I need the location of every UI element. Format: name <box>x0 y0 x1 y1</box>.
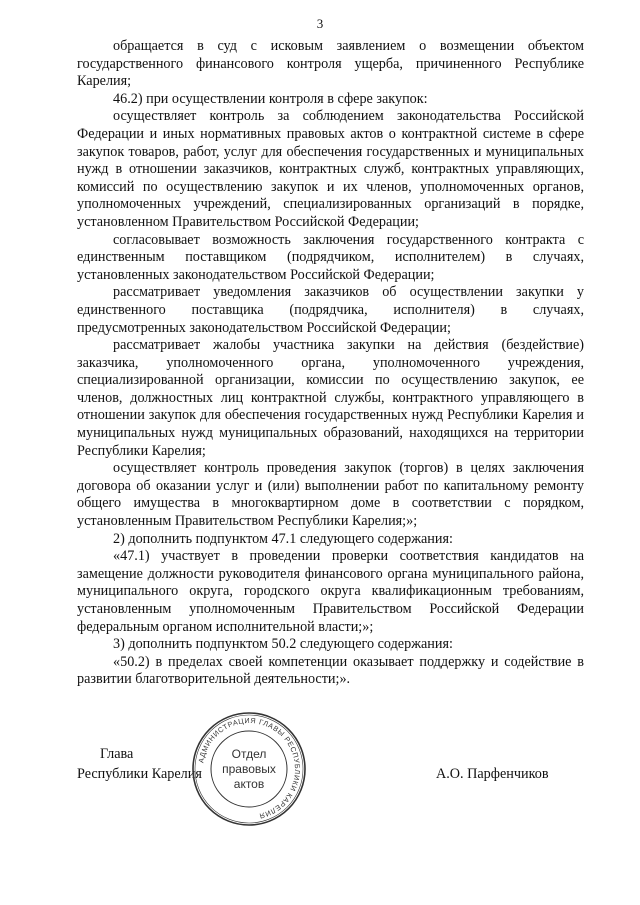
paragraph: согласовывает возможность заключения государственного контракта с единственным поставщиком (подрядчиком, исполнителем) в случаях, установленных законодательством Российской Федерации; <box>77 231 584 283</box>
paragraph: «47.1) участвует в проведении проверки соответствия кандидатов на замещение должности руководителя финансового органа муниципального района, муниципального округа, городского округа квалификационным требованиям, установленным уполномоченным Правительством Российской Федерации федеральным органом исполнительной власти;»; <box>77 548 584 635</box>
page-number: 3 <box>316 16 324 31</box>
signatory-name: А.О. Парфенчиков <box>436 766 549 782</box>
document-body <box>77 38 584 689</box>
seal-stamp <box>190 710 308 828</box>
signatory-title: Глава <box>100 746 134 762</box>
seal-center-line2: правовых <box>222 762 276 776</box>
paragraph: рассматривает жалобы участника закупки на действия (бездействие) заказчика, уполномоченного органа, уполномоченного учреждения, специализированной организации, комиссии по осуществлению закупок, ее членов, должностных лиц контрактной службы, контрактного управляющего в отношении закупок для обеспечения государственных нужд Республики Карелия и муниципальных нужд муниципальных образований, находящихся на территории Республики Карелия; <box>77 337 584 459</box>
seal-ring-text: АДМИНИСТРАЦИЯ ГЛАВЫ РЕСПУБЛИКИ КАРЕЛИЯ <box>196 715 303 821</box>
signatory-title-republic: Республики Карелия <box>77 766 202 782</box>
signature-block <box>0 740 640 860</box>
seal-center-line3: актов <box>233 777 265 791</box>
paragraph: рассматривает уведомления заказчиков об осуществлении закупки у единственного поставщика (подрядчика, исполнителя) в случаях, предусмотренных законодательством Российской Федерации; <box>77 284 584 336</box>
paragraph: 46.2) при осуществлении контроля в сфере закупок: <box>113 90 428 107</box>
paragraph: 2) дополнить подпунктом 47.1 следующего содержания: <box>113 530 453 547</box>
paragraph: осуществляет контроль за соблюдением законодательства Российской Федерации и иных нормативных правовых актов о контрактной системе в сфере закупок товаров, работ, услуг для обеспечения государственных и муниципальных нужд в отношении заказчиков, контрактных служб, контрактных управляющих, комиссий по осуществлению закупок и их членов, уполномоченных органов, уполномоченных учреждений, специализированных организаций в порядке, установленном Правительством Российской Федерации; <box>77 108 584 230</box>
seal-center-line1: Отдел <box>231 747 267 761</box>
paragraph: 3) дополнить подпунктом 50.2 следующего содержания: <box>113 636 453 653</box>
paragraph: обращается в суд с исковым заявлением о возмещении объектом государственного финансового контроля ущерба, причиненного Республике Карелия; <box>77 38 584 90</box>
paragraph: «50.2) в пределах своей компетенции оказывает поддержку и содействие в развитии благотворительной деятельности;». <box>77 653 584 688</box>
paragraph: осуществляет контроль проведения закупок (торгов) в целях заключения договора об оказании услуг и (или) выполнении работ по капитальному ремонту общего имущества в многоквартирном доме в соответствии с порядком, установленным Правительством Республики Карелия;»; <box>77 460 584 530</box>
seal-stamp-graphic <box>190 710 308 828</box>
